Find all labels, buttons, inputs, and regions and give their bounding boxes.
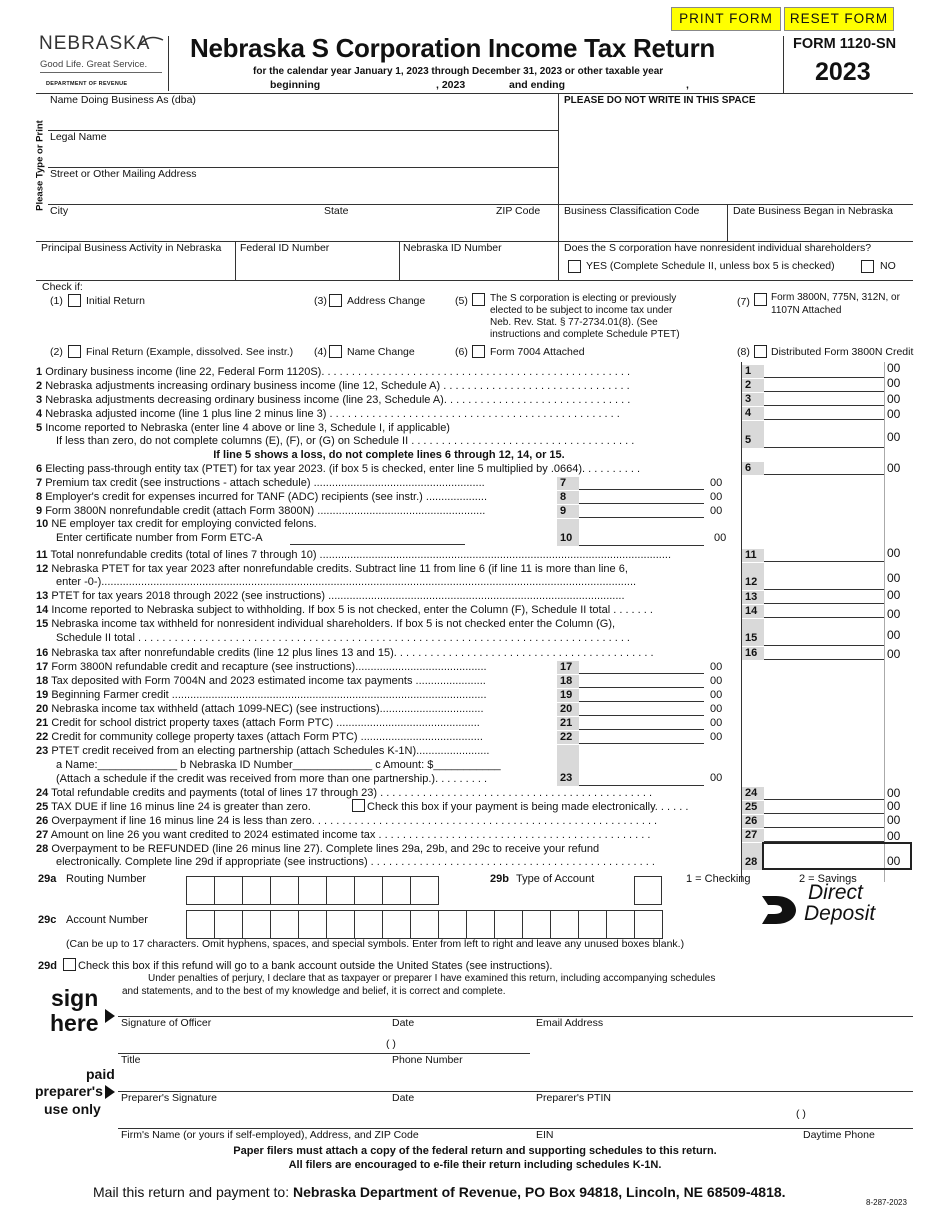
logo-tagline: Good Life. Great Service.: [40, 59, 148, 70]
check-2-number: (2): [50, 346, 63, 358]
line-28: 28 Overpayment to be REFUNDED (line 26 minus line 27). Complete lines 29a, 29b, and 29c to receive your refund: [36, 843, 600, 855]
line-17-cents: 00: [710, 661, 723, 673]
line-3-cents: 00: [887, 392, 901, 406]
address-change-label: Address Change: [347, 295, 426, 307]
direct-deposit-text-2: Deposit: [804, 902, 876, 925]
nonresident-yes-checkbox[interactable]: [568, 260, 581, 273]
line-20: 20 Nebraska income tax withheld (attach 1099-NEC) (see instructions)..................................: [36, 703, 484, 715]
form-number: FORM 1120-SN: [793, 36, 897, 52]
date-began-label: Date Business Began in Nebraska: [733, 205, 893, 217]
account-boxes-digit[interactable]: [298, 910, 327, 939]
legal-name-field[interactable]: [50, 143, 555, 165]
direct-deposit-icon: [758, 892, 802, 926]
line-2-amount[interactable]: [764, 378, 884, 392]
account-type-box[interactable]: [634, 876, 662, 905]
account-boxes-digit[interactable]: [578, 910, 607, 939]
account-boxes-digit[interactable]: [242, 910, 271, 939]
line-8-cents: 00: [710, 491, 723, 503]
street-label: Street or Other Mailing Address: [50, 168, 197, 180]
line-22-amount[interactable]: [579, 730, 704, 744]
line-17: 17 Form 3800N refundable credit and recapture (see instructions)...........................................: [36, 661, 487, 673]
routing-boxes-digit[interactable]: [326, 876, 355, 905]
line-26: 26 Overpayment if line 16 minus line 24 is less than zero. . . . . . . . . . . . . . . . . . . . . . . . . . . . . . . . . . . . . . . . . . . . . . . . . . . . . . . . .: [36, 815, 658, 827]
line-14-amount[interactable]: [764, 604, 884, 618]
preparers-label: preparer's: [35, 1083, 103, 1099]
line-6: 6 Electing pass-through entity tax (PTET) for tax year 2023. (if box 5 is checked, enter line 5 multiplied by .0664). . . . . . . . . .: [36, 463, 641, 475]
form-3800n-attached-label: Form 3800N, 775N, 312N, or: [771, 292, 900, 303]
dba-label: Name Doing Business As (dba): [50, 94, 196, 106]
zip-label: ZIP Code: [496, 205, 541, 217]
line-4-amount[interactable]: [764, 406, 884, 420]
routing-boxes-digit[interactable]: [186, 876, 215, 905]
daytime-area-code: ( ): [796, 1108, 806, 1120]
line-25: 25 TAX DUE if line 16 minus line 24 is greater than zero.: [36, 801, 311, 813]
routing-boxes-digit[interactable]: [242, 876, 271, 905]
line-28-continued: electronically. Complete line 29d if appropriate (see instructions) . . . . . . . . . . . . . . . . . . . . . . . . . . . . . . . . . . . . . . . . . . . . . . .: [56, 856, 655, 868]
account-boxes-digit[interactable]: [326, 910, 355, 939]
perjury-statement: Under penalties of perjury, I declare that as taxpayer or preparer I have examined this return, including accompanying schedules: [148, 973, 716, 984]
line-11: 11 Total nonrefundable credits (total of lines 7 through 10) ...................................................................................................................: [36, 549, 672, 561]
routing-boxes-digit[interactable]: [354, 876, 383, 905]
check-if-label: Check if:: [42, 281, 83, 293]
line-14: 14 Income reported to Nebraska subject to withholding. If box 5 is not checked, enter the Column (F), Schedule II total . . . . . . .: [36, 604, 653, 616]
line-13-amount[interactable]: [764, 590, 884, 604]
here-label: here: [50, 1010, 99, 1036]
line-10-cents: 00: [714, 532, 727, 544]
title-label: Title: [121, 1054, 141, 1066]
line-18: 18 Tax deposited with Form 7004N and 2023 estimated income tax payments .......................: [36, 675, 486, 687]
foreign-account-checkbox[interactable]: [63, 958, 76, 971]
check-8-number: (8): [737, 346, 750, 358]
line-20-amount[interactable]: [579, 702, 704, 716]
line-15-amount[interactable]: [764, 618, 884, 646]
office-use-label: PLEASE DO NOT WRITE IN THIS SPACE: [564, 95, 756, 106]
firm-label: Firm's Name (or yours if self-employed), Address, and ZIP Code: [121, 1129, 419, 1141]
electronic-payment-label: Check this box if your payment is being made electronically. . . . . .: [367, 801, 689, 813]
routing-boxes-digit[interactable]: [214, 876, 243, 905]
perjury-statement-2: and statements, and to the best of my knowledge and belief, it is correct and complete.: [122, 986, 506, 997]
account-boxes-digit[interactable]: [606, 910, 635, 939]
account-boxes-digit[interactable]: [494, 910, 523, 939]
line-5-continued: If less than zero, do not complete columns (E), (F), or (G) on Schedule II . . . . . . . . . . . . . . . . . . . . . . . . . . . . . . . . . . . . .: [56, 435, 635, 447]
line-19-cents: 00: [710, 689, 723, 701]
line-7-cents: 00: [710, 477, 723, 489]
line-16-cents: 00: [887, 647, 901, 661]
line-12-cents: 00: [887, 571, 901, 585]
check-4-number: (4): [314, 346, 327, 358]
nonresident-question: Does the S corporation have nonresident individual shareholders?: [564, 242, 872, 254]
routing-boxes-digit[interactable]: [410, 876, 439, 905]
line-13-cents: 00: [887, 588, 901, 602]
check-3-number: (3): [314, 295, 327, 307]
phone-label: Phone Number: [392, 1054, 463, 1066]
line-27-cents: 00: [887, 829, 901, 843]
line-4: 4 Nebraska adjusted income (line 1 plus line 2 minus line 3) . . . . . . . . . . . . . . . . . . . . . . . . . . . . . . . . . . . . . . . . . . . . . . . .: [36, 408, 620, 420]
line-12-amount[interactable]: [764, 562, 884, 590]
officer-date-label: Date: [392, 1017, 415, 1029]
line-14-cents: 00: [887, 607, 901, 621]
checking-option-label: 1 = Checking: [686, 873, 751, 885]
final-return-label: Final Return (Example, dissolved. See instr.): [86, 346, 294, 358]
account-boxes-digit[interactable]: [634, 910, 663, 939]
line-11-cents: 00: [887, 546, 901, 560]
routing-boxes-digit[interactable]: [382, 876, 411, 905]
line-10-amount[interactable]: [579, 518, 704, 546]
form-title: Nebraska S Corporation Income Tax Return: [190, 33, 715, 63]
paper-filers-note: Paper filers must attach a copy of the federal return and supporting schedules to this return.: [233, 1145, 717, 1157]
line-8: 8 Employer's credit for expenses incurred for TANF (ADC) recipients (see instr.) ....................: [36, 491, 488, 503]
street-field[interactable]: [50, 180, 555, 202]
ptet-election-label-2: elected to be subject to income tax under: [490, 305, 673, 316]
nonresident-no-label: NO: [880, 260, 896, 272]
form-code: 8-287-2023: [866, 1198, 907, 1207]
ptet-election-label: The S corporation is electing or previously: [490, 293, 677, 304]
nonresident-no-checkbox[interactable]: [861, 260, 874, 273]
account-boxes-digit[interactable]: [214, 910, 243, 939]
line-9-cents: 00: [710, 505, 723, 517]
line-22-cents: 00: [710, 731, 723, 743]
business-class-code-label: Business Classification Code: [564, 205, 700, 217]
year-label: , 2023: [436, 79, 466, 91]
line-22: 22 Credit for community college property taxes (attach Form PTC) ........................................: [36, 731, 483, 743]
ending-label: and ending: [509, 79, 565, 91]
logo-swoosh-icon: [138, 34, 164, 48]
line-8-amount[interactable]: [579, 490, 704, 504]
account-type-label: Type of Account: [516, 873, 595, 885]
line-9-amount[interactable]: [579, 504, 704, 518]
line-29a-number: 29a: [38, 873, 57, 885]
ein-label: EIN: [536, 1129, 554, 1141]
line-19-amount[interactable]: [579, 688, 704, 702]
final-return-checkbox[interactable]: [68, 345, 81, 358]
reset-form-button[interactable]: RESET FORM: [784, 7, 894, 31]
line-27-amount[interactable]: [764, 828, 884, 842]
line-18-cents: 00: [710, 675, 723, 687]
line-26-cents: 00: [887, 813, 901, 827]
print-form-button[interactable]: PRINT FORM: [671, 7, 781, 31]
line-25-cents: 00: [887, 799, 901, 813]
line-27: 27 Amount on line 26 you want credited to 2024 estimated income tax . . . . . . . . . . . . . . . . . . . . . . . . . . . . . . . . . . . . . . . . . . . . .: [36, 829, 651, 841]
routing-boxes-digit[interactable]: [298, 876, 327, 905]
sign-label: sign: [51, 985, 99, 1011]
preparer-date-label: Date: [392, 1092, 415, 1104]
line-5-cents: 00: [887, 430, 901, 444]
line-5-amount[interactable]: [764, 420, 884, 448]
check-6-number: (6): [455, 346, 468, 358]
officer-signature-label: Signature of Officer: [121, 1017, 212, 1029]
line-26-amount[interactable]: [764, 814, 884, 828]
check-5-number: (5): [455, 295, 468, 307]
use-only-label: use only: [44, 1101, 101, 1117]
phone-area-code: ( ): [386, 1038, 396, 1050]
line-4-cents: 00: [887, 407, 901, 421]
line-7-amount[interactable]: [579, 476, 704, 490]
tax-year-text: for the calendar year January 1, 2023 through December 31, 2023 or other taxable year: [253, 66, 664, 77]
line-1-amount[interactable]: [764, 364, 884, 378]
email-label: Email Address: [536, 1017, 604, 1029]
form-year: 2023: [815, 58, 871, 86]
line-5: 5 Income reported to Nebraska (enter line 4 above or line 3, Schedule I, if applicable): [36, 422, 450, 434]
line-13: 13 PTET for tax years 2018 through 2022 (see instructions) .................................................................................................: [36, 590, 625, 602]
account-boxes-digit[interactable]: [522, 910, 551, 939]
line-23: 23 PTET credit received from an electing partnership (attach Schedules K-1N)........................: [36, 745, 490, 757]
line-11-amount[interactable]: [764, 548, 884, 562]
line-7: 7 Premium tax credit (see instructions - attach schedule) ........................................................: [36, 477, 485, 489]
ptet-election-checkbox[interactable]: [472, 293, 485, 306]
line-3: 3 Nebraska adjustments decreasing ordinary business income (line 23, Schedule A). . . . . . . . . . . . . . . . . . . . . . . . . . . . . . .: [36, 394, 631, 406]
state-label: State: [324, 205, 349, 217]
nonresident-yes-label: YES (Complete Schedule II, unless box 5 is checked): [586, 260, 835, 272]
ptet-election-label-3: Neb. Rev. Stat. § 77-2734.01(8). (See: [490, 317, 658, 328]
form-7004-label: Form 7004 Attached: [490, 346, 585, 358]
line-16: 16 Nebraska tax after nonrefundable credits (line 12 plus lines 13 and 15). . . . . . . . . . . . . . . . . . . . . . . . . . . . . . . . . . . . . . . . . . .: [36, 647, 654, 659]
account-number-note: (Can be up to 17 characters. Omit hyphens, spaces, and special symbols. Enter from left to right and leave any unused boxes blank.): [66, 938, 685, 950]
foreign-account-label: Check this box if this refund will go to a bank account outside the United States (see instructions).: [78, 960, 553, 972]
line-29b-number: 29b: [490, 873, 509, 885]
electronic-payment-checkbox[interactable]: [352, 799, 365, 812]
line-18-amount[interactable]: [579, 674, 704, 688]
line-23-amount[interactable]: [579, 744, 704, 786]
line-23-note: (Attach a schedule if the credit was received from more than one partnership.). . . . . . . . .: [56, 773, 488, 785]
line-16-amount[interactable]: [764, 646, 884, 660]
line-21-cents: 00: [710, 717, 723, 729]
type-or-print-label: Please Type or Print: [34, 120, 46, 211]
line-10-cert-field[interactable]: [290, 544, 465, 545]
line-29c-number: 29c: [38, 914, 57, 926]
federal-id-label: Federal ID Number: [240, 242, 330, 254]
mail-instructions: Mail this return and payment to: Nebraska Department of Revenue, PO Box 94818, Lincoln, NE 68509-4818.: [93, 1184, 786, 1200]
line-24-amount[interactable]: [764, 786, 884, 800]
routing-number-label: Routing Number: [66, 873, 147, 885]
initial-return-label: Initial Return: [86, 295, 145, 307]
paid-label: paid: [86, 1066, 115, 1082]
line-23-cents: 00: [710, 772, 723, 784]
distributed-3800n-checkbox[interactable]: [754, 345, 767, 358]
account-number-label: Account Number: [66, 914, 148, 926]
account-boxes-digit[interactable]: [410, 910, 439, 939]
logo-name: NEBRASKA: [39, 33, 151, 54]
line-2: 2 Nebraska adjustments increasing ordinary business income (line 12, Schedule A) . . . . . . . . . . . . . . . . . . . . . . . . . . . . . . .: [36, 380, 630, 392]
line-9: 9 Form 3800N nonrefundable credit (attach Form 3800N) .......................................................: [36, 505, 486, 517]
direct-deposit-text-1: Direct: [808, 881, 863, 904]
line-2-cents: 00: [887, 376, 901, 390]
daytime-phone-label: Daytime Phone: [803, 1129, 875, 1141]
line-19: 19 Beginning Farmer credit .......................................................................................................: [36, 689, 487, 701]
line-23-partnership-fields[interactable]: a Name:_____________ b Nebraska ID Number_____________ c Amount: $___________: [56, 759, 501, 771]
line-21: 21 Credit for school district property taxes (attach Form PTC) ...............................................: [36, 717, 480, 729]
account-boxes-digit[interactable]: [550, 910, 579, 939]
line-10: 10 NE employer tax credit for employing convicted felons.: [36, 518, 317, 530]
line-17-amount[interactable]: [579, 660, 704, 674]
officer-signature-field[interactable]: [120, 1000, 375, 1016]
line-15: 15 Nebraska income tax withheld for nonresident individual shareholders. If box 5 is not checked enter the Column (G),: [36, 618, 616, 630]
line-24-cents: 00: [887, 786, 901, 800]
line-20-cents: 00: [710, 703, 723, 715]
line-3-amount[interactable]: [764, 392, 884, 406]
form-3800n-attached-label-2: 1107N Attached: [771, 305, 842, 316]
distributed-3800n-label: Distributed Form 3800N Credit: [771, 346, 914, 358]
line-12-continued: enter -0-)...............................................................................................................................................................................: [56, 576, 637, 588]
nebraska-id-label: Nebraska ID Number: [403, 242, 502, 254]
line-10-cert-label: Enter certificate number from Form ETC-A: [56, 532, 263, 544]
loss-notice: If line 5 shows a loss, do not complete lines 6 through 12, 14, or 15.: [213, 449, 565, 461]
account-boxes-digit[interactable]: [270, 910, 299, 939]
account-boxes-digit[interactable]: [438, 910, 467, 939]
line-25-amount[interactable]: [764, 800, 884, 814]
sign-arrow-icon: [105, 1009, 115, 1023]
logo-dept: DEPARTMENT OF REVENUE: [46, 81, 128, 87]
line-15-cents: 00: [887, 628, 901, 642]
ptin-label: Preparer's PTIN: [536, 1092, 611, 1104]
initial-return-checkbox[interactable]: [68, 294, 81, 307]
preparer-arrow-icon: [105, 1085, 115, 1099]
line-6-cents: 00: [887, 461, 901, 475]
account-boxes-digit[interactable]: [354, 910, 383, 939]
check-1-number: (1): [50, 295, 63, 307]
comma-label: ,: [686, 79, 689, 91]
legal-name-label: Legal Name: [50, 131, 107, 143]
address-change-checkbox[interactable]: [329, 294, 342, 307]
account-boxes-digit[interactable]: [382, 910, 411, 939]
line-28-cents: 00: [887, 854, 901, 868]
line-1-cents: 00: [887, 361, 901, 375]
line-29d-number: 29d: [38, 960, 57, 972]
account-boxes-digit[interactable]: [466, 910, 495, 939]
savings-option-label: 2 = Savings: [799, 873, 857, 885]
city-label: City: [50, 205, 69, 217]
dba-field[interactable]: [50, 106, 555, 128]
line-21-amount[interactable]: [579, 716, 704, 730]
check-7-number: (7): [737, 296, 750, 308]
name-change-checkbox[interactable]: [329, 345, 342, 358]
name-change-label: Name Change: [347, 346, 415, 358]
line-6-amount[interactable]: [764, 461, 884, 475]
account-boxes-digit[interactable]: [186, 910, 215, 939]
beginning-label: beginning: [270, 79, 321, 91]
efile-note: All filers are encouraged to e-file their return including schedules K-1N.: [288, 1159, 662, 1171]
routing-boxes-digit[interactable]: [270, 876, 299, 905]
line-24: 24 Total refundable credits and payments (total of lines 17 through 23) . . . . . . . . . . . . . . . . . . . . . . . . . . . . . . . . . . . . . . . . . . . . .: [36, 787, 653, 799]
line-15-continued: Schedule II total . . . . . . . . . . . . . . . . . . . . . . . . . . . . . . . . . . . . . . . . . . . . . . . . . . . . . . . . . . . . . . . . . . . . . . . . . . . . . . . . .: [56, 632, 630, 644]
line-12: 12 Nebraska PTET for tax year 2023 after nonrefundable credits. Subtract line 11 from line 6 (if line 11 is more than line 6,: [36, 563, 628, 575]
form-7004-checkbox[interactable]: [472, 345, 485, 358]
ptet-election-label-4: instructions and complete Schedule PTET): [490, 329, 680, 340]
activity-label: Principal Business Activity in Nebraska: [41, 242, 222, 254]
form-3800n-attached-checkbox[interactable]: [754, 293, 767, 306]
line-1: 1 Ordinary business income (line 22, Federal Form 1120S). . . . . . . . . . . . . . . . . . . . . . . . . . . . . . . . . . . . . . . . . . . . . . . . . . .: [36, 366, 630, 378]
preparer-signature-label: Preparer's Signature: [121, 1092, 217, 1104]
